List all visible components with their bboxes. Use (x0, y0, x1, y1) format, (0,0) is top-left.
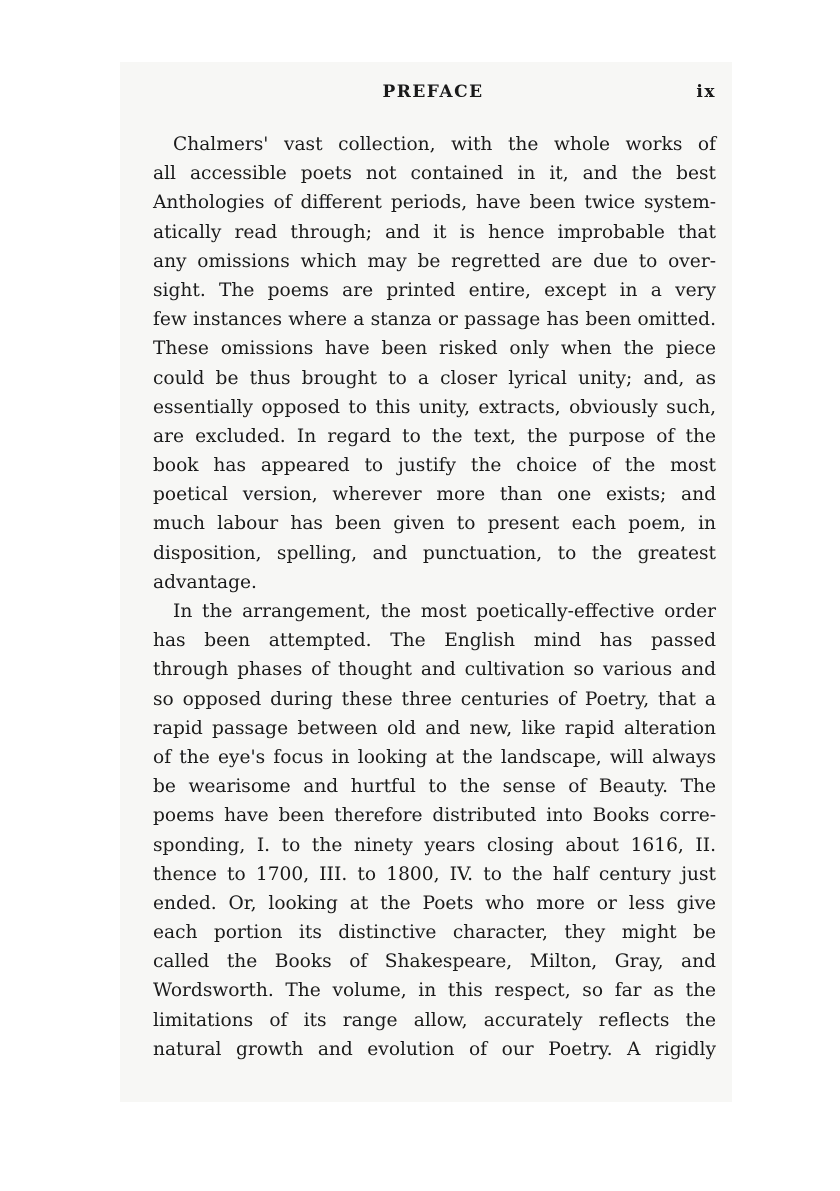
text-line: sponding, I. to the ninety years closing about 1616, II. (153, 834, 716, 856)
text-line: book has appeared to justify the choice of the most (153, 455, 716, 477)
text-line: has been attempted. The English mind has passed (153, 630, 716, 652)
text-line: called the Books of Shakespeare, Milton, Gray, and (153, 951, 716, 973)
text-line: of the eye's focus in looking at the landscape, will always (153, 746, 716, 768)
text-line: Wordsworth. The volume, in this respect, so far as the (153, 980, 716, 1002)
text-line: are excluded. In regard to the text, the purpose of the (153, 425, 716, 447)
text-line: could be thus brought to a closer lyrical unity; and, as (153, 367, 716, 389)
text-line: each portion its distinctive character, they might be (153, 922, 716, 944)
text-line: disposition, spelling, and punctuation, to the greatest (153, 542, 716, 564)
page-number: ix (696, 82, 716, 102)
text-line: sight. The poems are printed entire, except in a very (153, 279, 716, 301)
text-line: thence to 1700, III. to 1800, IV. to the half century just (153, 863, 716, 885)
text-line: through phases of thought and cultivation so various and (153, 659, 716, 681)
text-line: essentially opposed to this unity, extracts, obviously such, (153, 396, 716, 418)
text-line: poems have been therefore distributed into Books corre- (153, 805, 716, 827)
text-line: Chalmers' vast collection, with the whole works of (173, 134, 716, 155)
text-line: limitations of its range allow, accurately reflects the (153, 1009, 716, 1031)
text-line: poetical version, wherever more than one exists; and (153, 484, 716, 506)
text-line: In the arrangement, the most poetically-effective order (173, 601, 716, 622)
text-line: any omissions which may be regretted are due to over- (153, 250, 716, 272)
text-line: atically read through; and it is hence improbable that (153, 221, 716, 243)
text-line: so opposed during these three centuries of Poetry, that a (153, 688, 716, 710)
running-head: PREFACE (382, 82, 484, 102)
text-line: ended. Or, looking at the Poets who more or less give (153, 892, 716, 914)
text-line: advantage. (153, 571, 257, 593)
text-line: These omissions have been risked only when the piece (153, 338, 716, 360)
text-line: Anthologies of different periods, have been twice system- (153, 192, 716, 214)
text-line: much labour has been given to present each poem, in (153, 513, 716, 535)
text-line: all accessible poets not contained in it, and the best (153, 163, 716, 185)
text-line: natural growth and evolution of our Poetry. A rigidly (153, 1038, 716, 1060)
text-line: few instances where a stanza or passage has been omitted. (153, 309, 716, 331)
body-text (153, 130, 716, 1064)
text-line: rapid passage between old and new, like rapid alteration (153, 717, 716, 739)
page-header (150, 82, 716, 110)
text-line: be wearisome and hurtful to the sense of Beauty. The (153, 776, 716, 798)
